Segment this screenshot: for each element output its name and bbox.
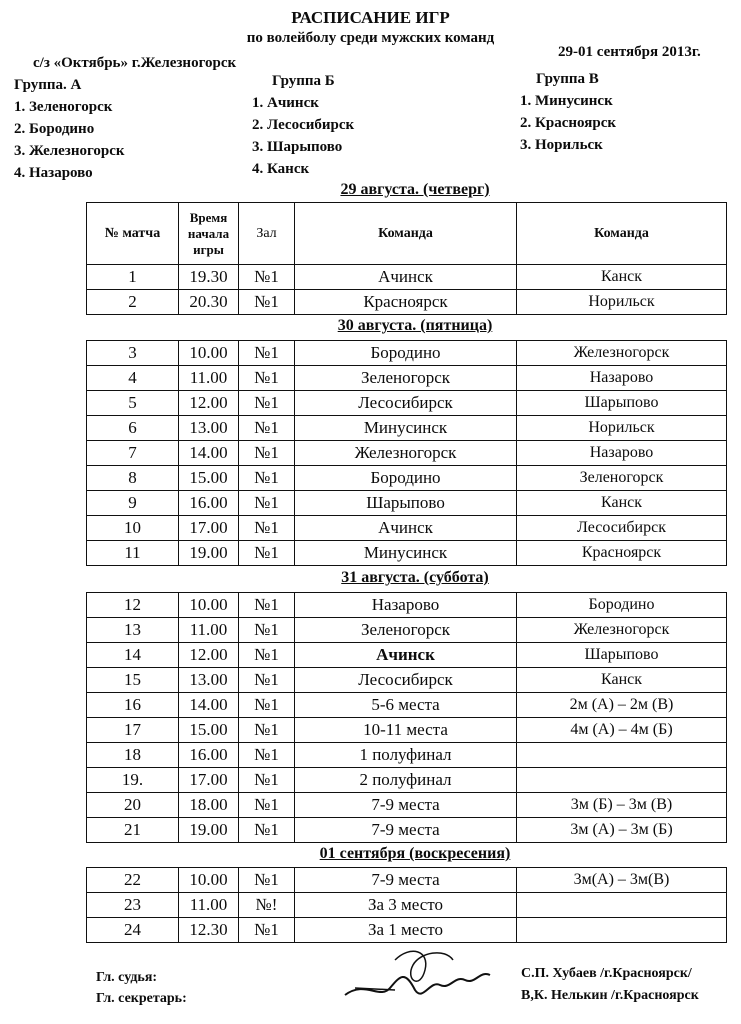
match-team1: Красноярск [295,290,517,315]
match-hall: №1 [239,718,295,743]
match-number: 17 [87,718,179,743]
header-team1: Команда [295,203,517,265]
group-v-team: 3. Норильск [520,137,603,153]
match-time: 15.00 [179,466,239,491]
match-hall: №1 [239,743,295,768]
match-time: 19.00 [179,818,239,843]
match-number: 15 [87,668,179,693]
match-team1: 2 полуфинал [295,768,517,793]
group-a-name: Группа. А [14,77,82,93]
schedule-table-day3 [86,592,727,843]
match-hall: №1 [239,290,295,315]
match-time: 10.00 [179,593,239,618]
match-time: 18.00 [179,793,239,818]
match-row [87,868,727,893]
match-hall: №1 [239,643,295,668]
match-team2: 4м (А) – 4м (Б) [517,718,727,743]
match-number: 4 [87,366,179,391]
match-time: 11.00 [179,618,239,643]
schedule-table-day1 [86,202,727,315]
match-hall: №1 [239,693,295,718]
match-row [87,491,727,516]
group-a-team: 1. Зеленогорск [14,99,113,115]
match-team2: Канск [517,265,727,290]
tournament-dates: 29-01 сентября 2013г. [558,44,701,60]
match-team2: Норильск [517,416,727,441]
match-team2: Бородино [517,593,727,618]
match-row [87,366,727,391]
match-row [87,541,727,566]
match-team1: Минусинск [295,541,517,566]
secretary-label: Гл. секретарь: [96,991,187,1006]
match-team1: Шарыпово [295,491,517,516]
group-a-team: 3. Железногорск [14,143,125,159]
match-hall: №! [239,893,295,918]
match-team2: Шарыпово [517,643,727,668]
match-team2: Железногорск [517,618,727,643]
match-row [87,593,727,618]
match-team2: 3м (А) – 3м (Б) [517,818,727,843]
match-hall: №1 [239,516,295,541]
match-number: 22 [87,868,179,893]
match-hall: №1 [239,918,295,943]
match-time: 13.00 [179,416,239,441]
match-team2: Норильск [517,290,727,315]
day-title: 31 августа. (суббота) [341,569,489,586]
match-hall: №1 [239,341,295,366]
match-team1: Лесосибирск [295,391,517,416]
match-hall: №1 [239,366,295,391]
match-hall: №1 [239,668,295,693]
match-number: 18 [87,743,179,768]
group-v-team: 2. Красноярск [520,115,616,131]
match-team2: 3м(А) – 3м(В) [517,868,727,893]
match-team1: 10-11 места [295,718,517,743]
group-a-team: 2. Бородино [14,121,95,137]
match-time: 19.30 [179,265,239,290]
match-number: 11 [87,541,179,566]
match-number: 5 [87,391,179,416]
header-team2: Команда [517,203,727,265]
match-row [87,466,727,491]
match-team2: Железногорск [517,341,727,366]
match-row [87,743,727,768]
match-hall: №1 [239,793,295,818]
match-hall: №1 [239,593,295,618]
match-team2: Красноярск [517,541,727,566]
match-time: 17.00 [179,768,239,793]
match-row [87,618,727,643]
match-time: 14.00 [179,693,239,718]
match-row [87,643,727,668]
match-time: 11.00 [179,366,239,391]
match-number: 24 [87,918,179,943]
judge-label: Гл. судья: [96,970,158,985]
match-team2: Зеленогорск [517,466,727,491]
match-hall: №1 [239,818,295,843]
match-team1: Зеленогорск [295,366,517,391]
match-team2: Назарово [517,441,727,466]
match-number: 13 [87,618,179,643]
schedule-table-day4 [86,867,727,943]
match-time: 10.00 [179,341,239,366]
match-hall: №1 [239,768,295,793]
match-team1: 1 полуфинал [295,743,517,768]
match-team2: Канск [517,491,727,516]
group-b-team: 4. Канск [252,161,310,177]
match-row [87,341,727,366]
match-number: 20 [87,793,179,818]
match-number: 7 [87,441,179,466]
match-team2: Канск [517,668,727,693]
match-hall: №1 [239,868,295,893]
match-time: 11.00 [179,893,239,918]
match-hall: №1 [239,618,295,643]
match-time: 13.00 [179,668,239,693]
match-row [87,768,727,793]
match-hall: №1 [239,491,295,516]
header-hall: Зал [239,203,295,265]
group-v-name: Группа В [536,71,599,87]
group-b [252,70,354,180]
group-b-name: Группа Б [272,73,335,89]
match-number: 23 [87,893,179,918]
match-team1: Бородино [295,466,517,491]
match-number: 9 [87,491,179,516]
match-team2 [517,893,727,918]
match-time: 20.30 [179,290,239,315]
match-hall: №1 [239,265,295,290]
match-row [87,693,727,718]
day-title: 30 августа. (пятница) [337,317,493,334]
match-hall: №1 [239,541,295,566]
match-team2: 3м (Б) – 3м (В) [517,793,727,818]
match-time: 12.00 [179,391,239,416]
match-row [87,893,727,918]
match-hall: №1 [239,391,295,416]
match-hall: №1 [239,441,295,466]
match-team1: За 1 место [295,918,517,943]
match-team1: Ачинск [295,516,517,541]
match-time: 12.30 [179,918,239,943]
match-team2: Шарыпово [517,391,727,416]
match-number: 16 [87,693,179,718]
match-team2 [517,918,727,943]
match-row [87,793,727,818]
match-row [87,718,727,743]
match-number: 1 [87,265,179,290]
match-number: 19. [87,768,179,793]
schedule-table-day2 [86,340,727,566]
match-number: 21 [87,818,179,843]
match-hall: №1 [239,466,295,491]
match-time: 15.00 [179,718,239,743]
match-number: 14 [87,643,179,668]
venue: с/з «Октябрь» г.Железногорск [33,55,237,71]
match-team2 [517,743,727,768]
match-number: 2 [87,290,179,315]
group-a-team: 4. Назарово [14,165,93,181]
match-number: 10 [87,516,179,541]
match-row [87,391,727,416]
match-team1: Зеленогорск [295,618,517,643]
judge-name: С.П. Хубаев /г.Красноярск/ [521,966,692,981]
document-subtitle: по волейболу среди мужских команд [246,30,495,46]
match-row [87,668,727,693]
match-row [87,818,727,843]
secretary-name: В,К. Нелькин /г.Красноярск [521,988,699,1003]
group-a [14,74,125,184]
match-team1: Минусинск [295,416,517,441]
signature-icon [335,940,495,1010]
match-team1: 7-9 места [295,793,517,818]
match-time: 10.00 [179,868,239,893]
match-row [87,441,727,466]
match-time: 14.00 [179,441,239,466]
match-team2: Лесосибирск [517,516,727,541]
match-time: 16.00 [179,491,239,516]
match-team2: Назарово [517,366,727,391]
match-team1: Лесосибирск [295,668,517,693]
group-b-team: 1. Ачинск [252,95,319,111]
day-title: 29 августа. (четверг) [340,181,490,198]
header-match-number: № матча [87,203,179,265]
match-row [87,290,727,315]
header-start-time: Время начала игры [179,203,239,265]
match-team1: Назарово [295,593,517,618]
match-team1: 7-9 места [295,818,517,843]
match-team1: За 3 место [295,893,517,918]
match-team1: Ачинск [295,643,517,668]
match-time: 12.00 [179,643,239,668]
match-team1: Железногорск [295,441,517,466]
match-hall: №1 [239,416,295,441]
match-number: 8 [87,466,179,491]
match-number: 3 [87,341,179,366]
match-row [87,918,727,943]
match-team1: 7-9 места [295,868,517,893]
group-b-team: 2. Лесосибирск [252,117,355,133]
match-team1: 5-6 места [295,693,517,718]
match-team1: Ачинск [295,265,517,290]
match-row [87,516,727,541]
match-team2 [517,768,727,793]
match-row [87,265,727,290]
match-row [87,416,727,441]
document-title: РАСПИСАНИЕ ИГР [291,8,450,27]
match-team2: 2м (А) – 2м (В) [517,693,727,718]
match-number: 12 [87,593,179,618]
match-time: 19.00 [179,541,239,566]
match-team1: Бородино [295,341,517,366]
match-time: 16.00 [179,743,239,768]
match-number: 6 [87,416,179,441]
match-time: 17.00 [179,516,239,541]
group-v [520,68,616,156]
day-title: 01 сентября (воскресения) [319,845,511,862]
group-v-team: 1. Минусинск [520,93,613,109]
group-b-team: 3. Шарыпово [252,139,343,155]
